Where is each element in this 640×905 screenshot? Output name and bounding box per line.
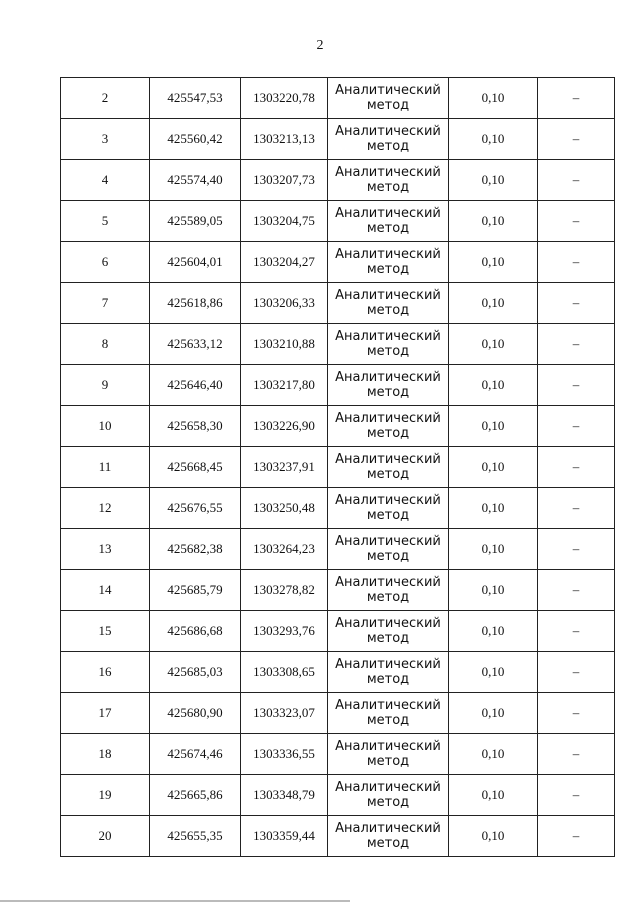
y-coordinate-cell [241, 119, 328, 160]
method-cell [328, 693, 449, 734]
x-coordinate-cell [150, 406, 241, 447]
table-row [61, 78, 615, 119]
y-coordinate-text: 1303308,65 [253, 664, 315, 679]
point-number-cell [61, 734, 150, 775]
note-cell [538, 365, 615, 406]
accuracy-cell [449, 242, 538, 283]
point-number-text: 14 [98, 582, 112, 597]
point-number-text: 4 [101, 172, 109, 187]
x-coordinate-cell [150, 324, 241, 365]
x-coordinate-text: 425646,40 [167, 377, 223, 392]
table-row [61, 693, 615, 734]
point-number-text: 5 [101, 213, 109, 228]
y-coordinate-text: 1303204,27 [253, 254, 315, 269]
point-number-text: 12 [98, 500, 112, 515]
y-coordinate-cell [241, 447, 328, 488]
x-coordinate-text: 425547,53 [167, 90, 223, 105]
coordinates-table [60, 77, 615, 857]
note-cell [538, 201, 615, 242]
accuracy-text: 0,10 [481, 664, 505, 679]
y-coordinate-cell [241, 570, 328, 611]
method-text: Аналитический метод [335, 657, 441, 687]
note-text: – [572, 377, 580, 392]
table-row [61, 324, 615, 365]
point-number-cell [61, 78, 150, 119]
note-text: – [572, 664, 580, 679]
point-number-text: 7 [101, 295, 109, 310]
table-row [61, 775, 615, 816]
accuracy-cell [449, 283, 538, 324]
accuracy-text: 0,10 [481, 336, 505, 351]
point-number-text: 2 [101, 90, 109, 105]
method-text: Аналитический метод [335, 329, 441, 359]
x-coordinate-text: 425604,01 [167, 254, 223, 269]
x-coordinate-cell [150, 160, 241, 201]
accuracy-cell [449, 160, 538, 201]
x-coordinate-cell [150, 488, 241, 529]
point-number-cell [61, 611, 150, 652]
note-cell [538, 734, 615, 775]
point-number-cell [61, 488, 150, 529]
x-coordinate-text: 425589,05 [167, 213, 223, 228]
method-text: Аналитический метод [335, 288, 441, 318]
accuracy-cell [449, 78, 538, 119]
y-coordinate-text: 1303293,76 [253, 623, 315, 638]
note-text: – [572, 295, 580, 310]
accuracy-cell [449, 734, 538, 775]
point-number-text: 6 [101, 254, 109, 269]
x-coordinate-cell [150, 447, 241, 488]
note-text: – [572, 582, 580, 597]
method-text: Аналитический метод [335, 780, 441, 810]
table-row [61, 201, 615, 242]
method-text: Аналитический метод [335, 616, 441, 646]
note-text: – [572, 90, 580, 105]
x-coordinate-cell [150, 816, 241, 857]
y-coordinate-cell [241, 406, 328, 447]
point-number-cell [61, 365, 150, 406]
method-cell [328, 365, 449, 406]
note-text: – [572, 500, 580, 515]
coordinates-table-body [61, 78, 615, 857]
method-cell [328, 611, 449, 652]
accuracy-text: 0,10 [481, 172, 505, 187]
note-cell [538, 119, 615, 160]
method-text: Аналитический метод [335, 206, 441, 236]
point-number-cell [61, 201, 150, 242]
accuracy-cell [449, 611, 538, 652]
point-number-text: 17 [98, 705, 112, 720]
method-text: Аналитический метод [335, 698, 441, 728]
note-text: – [572, 459, 580, 474]
x-coordinate-cell [150, 78, 241, 119]
table-row [61, 611, 615, 652]
point-number-cell [61, 160, 150, 201]
point-number-cell [61, 406, 150, 447]
table-row [61, 406, 615, 447]
point-number-text: 9 [101, 377, 109, 392]
point-number-text: 18 [98, 746, 112, 761]
x-coordinate-text: 425658,30 [167, 418, 223, 433]
accuracy-text: 0,10 [481, 541, 505, 556]
y-coordinate-text: 1303359,44 [253, 828, 315, 843]
note-text: – [572, 746, 580, 761]
x-coordinate-cell [150, 529, 241, 570]
point-number-text: 15 [98, 623, 112, 638]
method-cell [328, 529, 449, 570]
table-row [61, 283, 615, 324]
method-cell [328, 324, 449, 365]
note-text: – [572, 705, 580, 720]
table-row [61, 119, 615, 160]
note-cell [538, 816, 615, 857]
accuracy-cell [449, 529, 538, 570]
y-coordinate-cell [241, 283, 328, 324]
point-number-text: 8 [101, 336, 109, 351]
method-cell [328, 242, 449, 283]
table-row [61, 816, 615, 857]
x-coordinate-text: 425633,12 [167, 336, 223, 351]
x-coordinate-cell [150, 201, 241, 242]
y-coordinate-text: 1303348,79 [253, 787, 315, 802]
note-cell [538, 611, 615, 652]
method-text: Аналитический метод [335, 534, 441, 564]
x-coordinate-text: 425655,35 [167, 828, 223, 843]
note-text: – [572, 623, 580, 638]
accuracy-cell [449, 570, 538, 611]
method-cell [328, 201, 449, 242]
note-cell [538, 283, 615, 324]
x-coordinate-cell [150, 365, 241, 406]
accuracy-cell [449, 365, 538, 406]
y-coordinate-cell [241, 365, 328, 406]
y-coordinate-cell [241, 488, 328, 529]
accuracy-text: 0,10 [481, 582, 505, 597]
x-coordinate-cell [150, 693, 241, 734]
y-coordinate-text: 1303237,91 [253, 459, 315, 474]
accuracy-cell [449, 693, 538, 734]
accuracy-text: 0,10 [481, 787, 505, 802]
point-number-cell [61, 447, 150, 488]
x-coordinate-text: 425682,38 [167, 541, 223, 556]
y-coordinate-text: 1303336,55 [253, 746, 315, 761]
accuracy-text: 0,10 [481, 131, 505, 146]
method-cell [328, 734, 449, 775]
y-coordinate-cell [241, 201, 328, 242]
accuracy-cell [449, 652, 538, 693]
note-text: – [572, 172, 580, 187]
y-coordinate-cell [241, 78, 328, 119]
y-coordinate-cell [241, 652, 328, 693]
x-coordinate-cell [150, 734, 241, 775]
accuracy-text: 0,10 [481, 746, 505, 761]
accuracy-text: 0,10 [481, 459, 505, 474]
accuracy-cell [449, 816, 538, 857]
method-text: Аналитический метод [335, 452, 441, 482]
x-coordinate-cell [150, 652, 241, 693]
note-cell [538, 488, 615, 529]
point-number-text: 16 [98, 664, 112, 679]
method-cell [328, 775, 449, 816]
x-coordinate-cell [150, 611, 241, 652]
point-number-cell [61, 242, 150, 283]
note-text: – [572, 336, 580, 351]
method-text: Аналитический метод [335, 821, 441, 851]
method-cell [328, 652, 449, 693]
x-coordinate-cell [150, 242, 241, 283]
table-row [61, 160, 615, 201]
x-coordinate-cell [150, 119, 241, 160]
note-text: – [572, 787, 580, 802]
note-text: – [572, 213, 580, 228]
method-text: Аналитический метод [335, 247, 441, 277]
accuracy-text: 0,10 [481, 295, 505, 310]
y-coordinate-text: 1303278,82 [253, 582, 315, 597]
note-text: – [572, 418, 580, 433]
method-text: Аналитический метод [335, 739, 441, 769]
point-number-cell [61, 816, 150, 857]
accuracy-cell [449, 324, 538, 365]
x-coordinate-cell [150, 570, 241, 611]
point-number-text: 19 [98, 787, 112, 802]
y-coordinate-cell [241, 611, 328, 652]
point-number-cell [61, 693, 150, 734]
accuracy-text: 0,10 [481, 213, 505, 228]
point-number-cell [61, 775, 150, 816]
y-coordinate-text: 1303264,23 [253, 541, 315, 556]
note-text: – [572, 828, 580, 843]
method-text: Аналитический метод [335, 411, 441, 441]
accuracy-text: 0,10 [481, 623, 505, 638]
note-cell [538, 447, 615, 488]
y-coordinate-cell [241, 529, 328, 570]
table-row [61, 570, 615, 611]
scan-edge-line [0, 900, 350, 902]
note-cell [538, 406, 615, 447]
method-cell [328, 160, 449, 201]
point-number-text: 11 [98, 459, 112, 474]
note-cell [538, 693, 615, 734]
y-coordinate-text: 1303220,78 [253, 90, 315, 105]
y-coordinate-text: 1303213,13 [253, 131, 315, 146]
accuracy-cell [449, 201, 538, 242]
table-row [61, 529, 615, 570]
method-cell [328, 406, 449, 447]
accuracy-cell [449, 447, 538, 488]
note-cell [538, 324, 615, 365]
method-text: Аналитический метод [335, 493, 441, 523]
note-cell [538, 775, 615, 816]
method-text: Аналитический метод [335, 575, 441, 605]
note-text: – [572, 254, 580, 269]
x-coordinate-text: 425618,86 [167, 295, 223, 310]
accuracy-text: 0,10 [481, 705, 505, 720]
x-coordinate-cell [150, 775, 241, 816]
y-coordinate-cell [241, 160, 328, 201]
accuracy-text: 0,10 [481, 377, 505, 392]
accuracy-text: 0,10 [481, 500, 505, 515]
point-number-text: 3 [101, 131, 109, 146]
x-coordinate-text: 425686,68 [167, 623, 223, 638]
point-number-text: 13 [98, 541, 112, 556]
x-coordinate-text: 425680,90 [167, 705, 223, 720]
table-row [61, 488, 615, 529]
page-number: 2 [316, 38, 324, 53]
accuracy-text: 0,10 [481, 418, 505, 433]
x-coordinate-text: 425685,79 [167, 582, 223, 597]
accuracy-text: 0,10 [481, 828, 505, 843]
note-text: – [572, 131, 580, 146]
accuracy-cell [449, 488, 538, 529]
x-coordinate-text: 425560,42 [167, 131, 223, 146]
table-row [61, 447, 615, 488]
y-coordinate-cell [241, 775, 328, 816]
accuracy-cell [449, 775, 538, 816]
y-coordinate-text: 1303323,07 [253, 705, 315, 720]
point-number-text: 10 [98, 418, 112, 433]
method-cell [328, 816, 449, 857]
accuracy-cell [449, 406, 538, 447]
point-number-text: 20 [98, 828, 112, 843]
method-cell [328, 570, 449, 611]
accuracy-text: 0,10 [481, 254, 505, 269]
x-coordinate-text: 425674,46 [167, 746, 223, 761]
y-coordinate-text: 1303210,88 [253, 336, 315, 351]
method-cell [328, 488, 449, 529]
note-cell [538, 529, 615, 570]
y-coordinate-text: 1303250,48 [253, 500, 315, 515]
y-coordinate-text: 1303206,33 [253, 295, 315, 310]
method-cell [328, 119, 449, 160]
accuracy-text: 0,10 [481, 90, 505, 105]
x-coordinate-text: 425665,86 [167, 787, 223, 802]
point-number-cell [61, 570, 150, 611]
table-row [61, 734, 615, 775]
y-coordinate-cell [241, 242, 328, 283]
point-number-cell [61, 652, 150, 693]
x-coordinate-text: 425574,40 [167, 172, 223, 187]
method-text: Аналитический метод [335, 83, 441, 113]
note-cell [538, 570, 615, 611]
y-coordinate-cell [241, 324, 328, 365]
point-number-cell [61, 119, 150, 160]
y-coordinate-cell [241, 734, 328, 775]
note-text: – [572, 541, 580, 556]
method-text: Аналитический метод [335, 370, 441, 400]
method-cell [328, 447, 449, 488]
point-number-cell [61, 529, 150, 570]
table-row [61, 365, 615, 406]
y-coordinate-text: 1303217,80 [253, 377, 315, 392]
note-cell [538, 652, 615, 693]
method-cell [328, 283, 449, 324]
table-row [61, 242, 615, 283]
accuracy-cell [449, 119, 538, 160]
y-coordinate-text: 1303207,73 [253, 172, 315, 187]
method-text: Аналитический метод [335, 165, 441, 195]
point-number-cell [61, 283, 150, 324]
method-cell [328, 78, 449, 119]
x-coordinate-text: 425668,45 [167, 459, 223, 474]
note-cell [538, 160, 615, 201]
y-coordinate-cell [241, 816, 328, 857]
note-cell [538, 242, 615, 283]
y-coordinate-text: 1303226,90 [253, 418, 315, 433]
note-cell [538, 78, 615, 119]
y-coordinate-cell [241, 693, 328, 734]
y-coordinate-text: 1303204,75 [253, 213, 315, 228]
x-coordinate-cell [150, 283, 241, 324]
x-coordinate-text: 425676,55 [167, 500, 223, 515]
point-number-cell [61, 324, 150, 365]
method-text: Аналитический метод [335, 124, 441, 154]
table-row [61, 652, 615, 693]
x-coordinate-text: 425685,03 [167, 664, 223, 679]
